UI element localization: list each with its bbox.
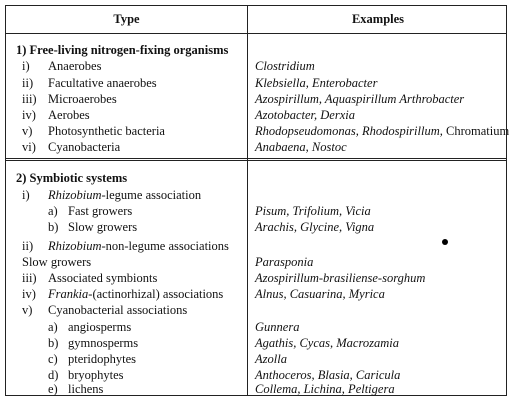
section1-title: 1) Free-living nitrogen-fixing organisms — [16, 43, 229, 57]
s2-row-num: a) — [48, 320, 58, 334]
label-italic: Frankia — [48, 287, 89, 301]
s2-row-example: Arachis, Glycine, Vigna — [255, 220, 375, 234]
s2-row-example: Collema, Lichina, Peltigera — [255, 382, 395, 396]
s1-row-label: Aerobes — [48, 108, 90, 122]
example-italic: Rhodopseudomonas, Rhodospirillum, — [255, 124, 443, 138]
label-rest: -(actinorhizal) associations — [88, 287, 224, 301]
s2-row-example: Anthoceros, Blasia, Caricula — [255, 368, 401, 382]
column-divider — [247, 6, 248, 395]
nitrogen-fixers-table — [5, 5, 510, 396]
s2-row-example: Gunnera — [255, 320, 300, 334]
example-plain: Chromatium — [442, 124, 510, 138]
s2-row-label — [48, 239, 229, 253]
s2-row-label — [48, 188, 201, 202]
s2-row-example: Alnus, Casuarina, Myrica — [255, 287, 385, 301]
header-divider — [6, 33, 506, 34]
s2-row-num: iv) — [22, 287, 36, 301]
label-italic: Rhizobium — [48, 239, 102, 253]
s2-row-label: Fast growers — [68, 204, 133, 218]
header-examples: Examples — [351, 12, 405, 26]
s1-row-example: Klebsiella, Enterobacter — [255, 76, 378, 90]
s1-row-num: i) — [22, 59, 30, 73]
s2-row-num: i) — [22, 188, 30, 202]
s2-row-label: Slow growers — [68, 220, 138, 234]
s2-row-label: bryophytes — [68, 368, 124, 382]
s1-row-example: Anabaena, Nostoc — [255, 140, 347, 154]
s1-row-num: vi) — [22, 140, 36, 154]
s2-row-example: Parasponia — [255, 255, 314, 269]
s2-row-example: Azospirillum-brasiliense-sorghum — [255, 271, 426, 285]
section-divider-bottom — [6, 160, 506, 161]
ink-speck — [442, 239, 448, 245]
s1-row-num: ii) — [22, 76, 34, 90]
s2-row-num: d) — [48, 368, 59, 382]
s2-row-example: Agathis, Cycas, Macrozamia — [255, 336, 399, 350]
s2-row-num: v) — [22, 303, 33, 317]
s2-row-num: b) — [48, 336, 59, 350]
section-divider-top — [6, 158, 506, 159]
s1-row-num: v) — [22, 124, 33, 138]
section2-title: 2) Symbiotic systems — [16, 171, 128, 185]
s1-row-example: Clostridium — [255, 59, 315, 73]
s2-row-label: angiosperms — [68, 320, 132, 334]
s2-row-num: a) — [48, 204, 58, 218]
s1-row-example: Azospirillum, Aquaspirillum Arthrobacter — [255, 92, 465, 106]
s1-row-example: Azotobacter, Derxia — [255, 108, 355, 122]
s2-row-example: Azolla — [255, 352, 287, 366]
s1-row-num: iv) — [22, 108, 36, 122]
s1-row-label: Photosynthetic bacteria — [48, 124, 165, 138]
s2-row-label: gymnosperms — [68, 336, 139, 350]
s1-row-num: iii) — [22, 92, 37, 106]
s2-row-num: e) — [48, 382, 58, 396]
s2-row-label: Cyanobacterial associations — [48, 303, 188, 317]
label-rest: -legume association — [101, 188, 202, 202]
s2-row-label: pteridophytes — [68, 352, 137, 366]
s2-row-label: Slow growers — [22, 255, 92, 269]
s1-row-label: Anaerobes — [48, 59, 102, 73]
s2-row-label: Associated symbionts — [48, 271, 158, 285]
label-italic: Rhizobium — [48, 188, 102, 202]
s1-row-label: Facultative anaerobes — [48, 76, 157, 90]
s2-row-example: Pisum, Trifolium, Vicia — [255, 204, 371, 218]
s2-row-num: iii) — [22, 271, 37, 285]
header-type: Type — [113, 12, 140, 26]
label-rest: -non-legume associations — [101, 239, 229, 253]
s1-row-label: Microaerobes — [48, 92, 117, 106]
s2-row-num: c) — [48, 352, 58, 366]
s2-row-label: lichens — [68, 382, 104, 396]
s2-row-label — [48, 287, 223, 301]
s2-row-num: ii) — [22, 239, 34, 253]
s2-row-num: b) — [48, 220, 59, 234]
s1-row-label: Cyanobacteria — [48, 140, 121, 154]
s1-row-example — [255, 124, 509, 138]
